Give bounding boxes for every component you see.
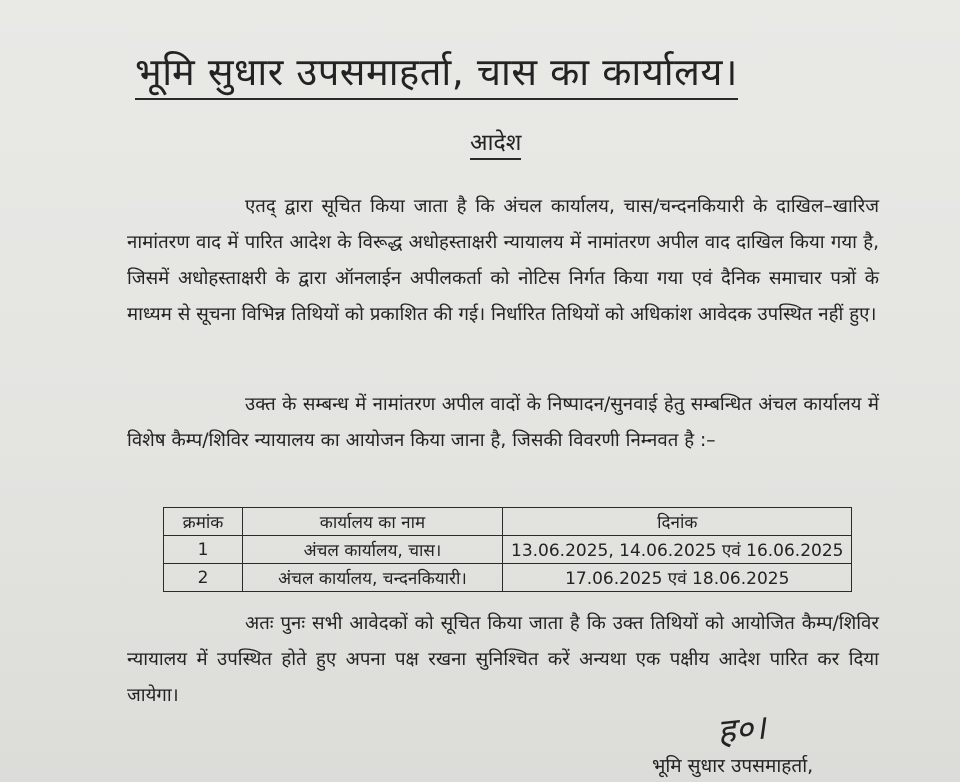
header-date: दिनांक [503, 508, 852, 536]
paragraph-camp-details: उक्त के सम्बन्ध में नामांतरण अपील वादों के निष्पादन/सुनवाई हेतु सम्बन्धित अंचल कार्यालय में विशेष कैम्प/शिविर न्यायालय का आयोजन किया जाना है, जिसकी विवरणी निम्नवत है :– [127, 394, 879, 451]
cell-serial: 2 [164, 564, 243, 592]
paragraph-final-notice: अतः पुनः सभी आवेदकों को सूचित किया जाता है कि उक्त तिथियों को आयोजित कैम्प/शिविर न्यायालय में उपस्थित होते हुए अपना पक्ष रखना सुनिश्चित करें अन्यथा एक पक्षीय आदेश पारित कर दिया जायेगा। [127, 613, 879, 706]
cell-date: 13.06.2025, 14.06.2025 एवं 16.06.2025 [503, 536, 852, 564]
cell-date: 17.06.2025 एवं 18.06.2025 [503, 564, 852, 592]
office-title: भूमि सुधार उपसमाहर्ता, चास का कार्यालय। [135, 48, 738, 100]
handwritten-signature: ह०। [715, 707, 768, 753]
header-office: कार्यालय का नाम [243, 508, 503, 536]
table-row [164, 536, 852, 564]
order-heading: आदेश [470, 128, 521, 160]
signer-designation: भूमि सुधार उपसमाहर्ता, [652, 755, 814, 777]
table-row [164, 564, 852, 592]
table-header-row [164, 508, 852, 536]
paragraph-notice: एतद् द्वारा सूचित किया जाता है कि अंचल कार्यालय, चास/चन्दनकियारी के दाखिल–खारिज नामांतरण वाद में पारित आदेश के विरूद्ध अधोहस्ताक्षरी न्यायालय में नामांतरण अपील वाद दाखिल किया गया है, जिसमें अधोहस्ताक्षरी के द्वारा ऑनलाईन अपीलकर्ता को नोटिस निर्गत किया गया एवं दैनिक समाचार पत्रों के माध्यम से सूचना विभिन्न तिथियों को प्रकाशित की गई। निर्धारित तिथियों को अधिकांश आवेदक उपस्थित नहीं हुए। [127, 196, 879, 325]
header-serial: क्रमांक [164, 508, 243, 536]
cell-office: अंचल कार्यालय, चास। [243, 536, 503, 564]
camp-schedule-table [163, 507, 852, 592]
cell-office: अंचल कार्यालय, चन्दनकियारी। [243, 564, 503, 592]
cell-serial: 1 [164, 536, 243, 564]
